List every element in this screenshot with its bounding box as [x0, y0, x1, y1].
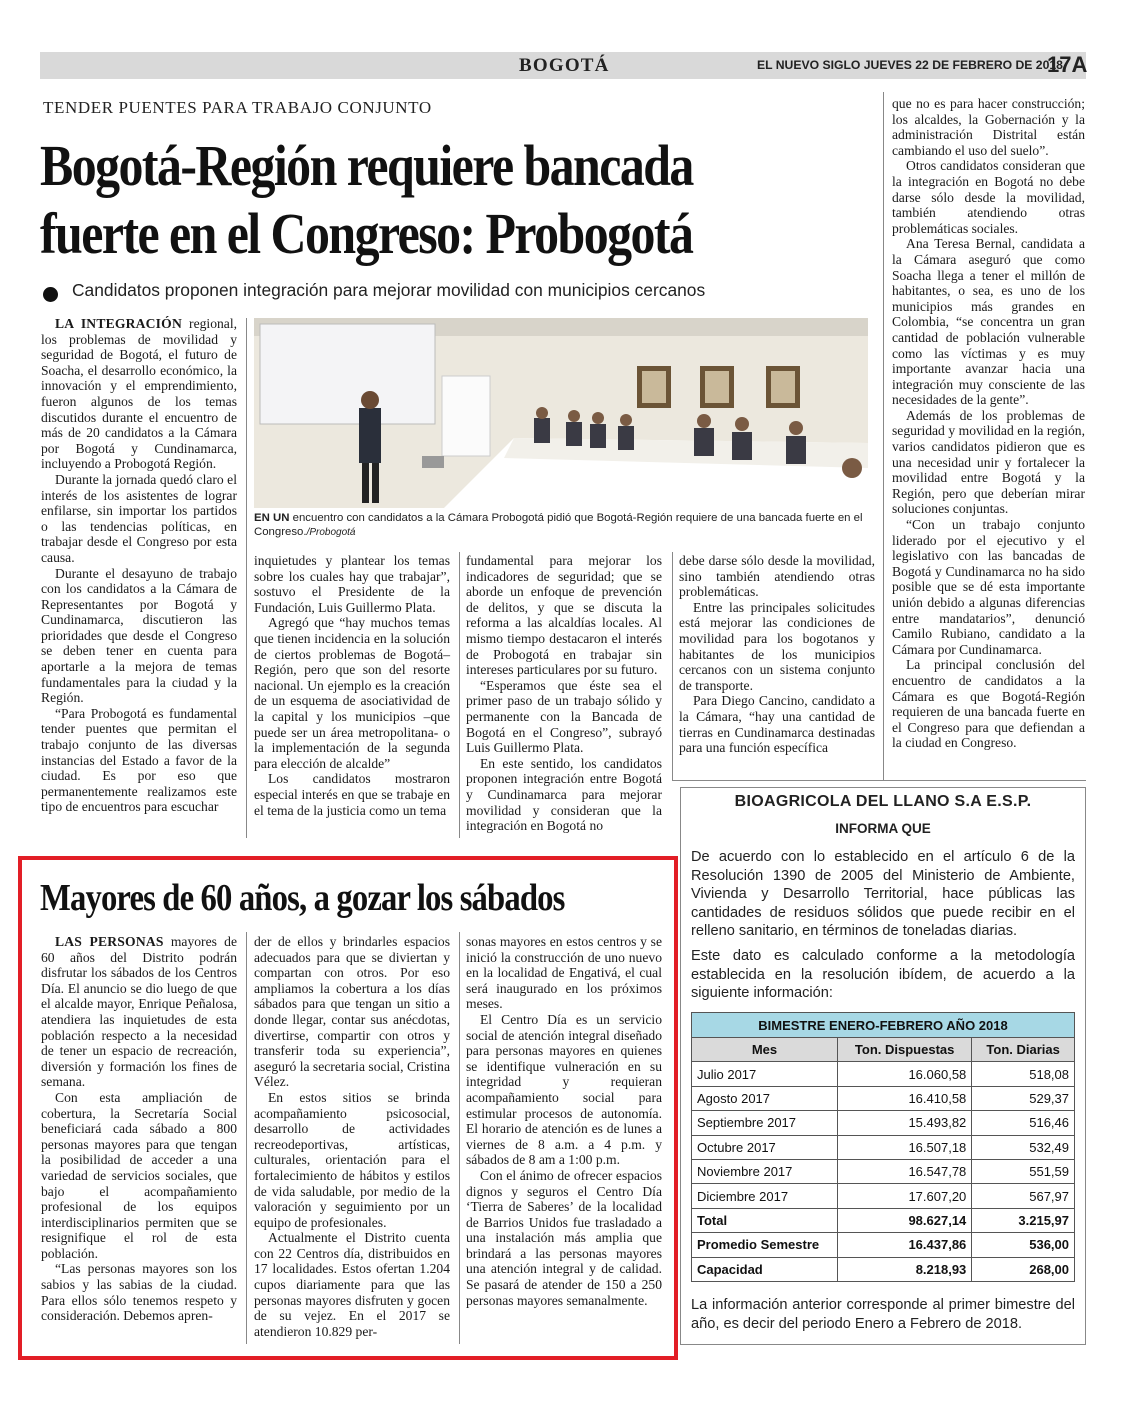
table-row [692, 1111, 1075, 1135]
table-cell-disposed: 16.410,58 [838, 1086, 972, 1110]
lead-in: LA INTEGRACIÓN [55, 316, 182, 331]
article-photo [254, 318, 868, 508]
table-caption: BIMESTRE ENERO-FEBRERO AÑO 2018 [692, 1013, 1075, 1038]
table-cell-month: Diciembre 2017 [692, 1184, 838, 1208]
table-cell-disposed: 15.493,82 [838, 1111, 972, 1135]
section-name: BOGOTÁ [519, 55, 610, 76]
paragraph-text: regional, los problemas de movilidad y seguridad de Bogotá, el futuro de Soacha, el desarrollo económico, la innovación y el emprendimiento, fueron algunos de los temas discutidos durante el encuentro de más de 20 candidatos a la Cámara por Bogotá y Cundinamarca, incluyendo a Probogotá Región. [41, 316, 237, 472]
photo-caption [254, 511, 868, 540]
ad-company-name: BIOAGRICOLA DEL LLANO S.A E.S.P. [734, 793, 1032, 810]
table-header: Ton. Dispuestas [838, 1038, 972, 1062]
table-row [692, 1184, 1075, 1208]
article1-column-1 [41, 316, 237, 815]
table-body [692, 1062, 1075, 1282]
paragraph: “Esperamos que éste sea el primer paso de un trabajo sólido y permanente con la Bancada de Bogotá en el Congreso”, subrayó Luis Guillermo Plata. [466, 677, 662, 756]
table-cell-daily: 529,37 [972, 1086, 1075, 1110]
table-cell-disposed: 17.607,20 [838, 1184, 972, 1208]
article2-column-1 [41, 934, 237, 1324]
paragraph: der de ellos y brindarles espacios adecuados para que se diviertan y compartan con otros. Por eso ampliamos la cobertura a los días sábados para que tengan un sitio a donde llegar, contar sus anécdotas, divertirse, compartir con otros y transferir toda su experiencia”, aseguró la secretaria social, Cristina Vélez. [254, 934, 450, 1090]
headline-line-1: Bogotá-Región requiere bancada [40, 133, 693, 198]
paragraph: fundamental para mejorar los indicadores de seguridad; que se aborde un enfoque de prevención de delitos, y que se discuta la reforma a las alcaldías locales. Al mismo tiempo destacaron el interés de Probogotá en trabajar sin intereses particulares por su futuro. [466, 553, 662, 678]
article-kicker: TENDER PUENTES PARA TRABAJO CONJUNTO [43, 98, 432, 117]
page-number: 17A [1047, 52, 1088, 77]
paragraph: El Centro Día es un servicio social de atención integral diseñado para personas mayores en quienes se identifique vulneración en su integridad y requieran acompañamiento social para estimular procesos de autonomía. El horario de atención es de lunes a viernes de 8 a.m. a 4 p.m. y sábados de 8 am a 1:00 p.m. [466, 1011, 662, 1168]
table-cell-disposed: 16.437,86 [838, 1233, 972, 1257]
article-headline [40, 132, 745, 268]
table-cell-disposed: 98.627,14 [838, 1208, 972, 1232]
paragraph [41, 934, 237, 1090]
table-cell-daily: 518,08 [972, 1062, 1075, 1086]
table-cell-daily: 516,46 [972, 1111, 1075, 1135]
ad-subtitle: INFORMA QUE [835, 821, 931, 836]
table-header: Mes [692, 1038, 838, 1062]
article2-headline: Mayores de 60 años, a gozar los sábados [40, 877, 565, 919]
horizontal-rule [672, 780, 1086, 781]
table-cell-month: Total [692, 1208, 838, 1232]
paragraph: Agregó que “hay muchos temas que tienen incidencia en la solución de ciertos problemas de Bogotá–Región, pero que son del resorte nacional. Un ejemplo es la creación de un esquema de asociatividad de la capital y los municipios –que puede ser un área metropolitana- o la implementación de la segunda para elección de alcalde” [254, 615, 450, 771]
paragraph [41, 316, 237, 472]
paragraph: Durante el desayuno de trabajo con los candidatos a la Cámara de Representantes por Bogotá y Cundinamarca, discutieron las prioridades que desde el Congreso se deben tener en cuenta para aportarle a la mejora de temas fundamentales para la ciudad y la Región. [41, 565, 237, 706]
paragraph: debe darse sólo desde la movilidad, sino también atendiendo otras problemáticas. [679, 553, 875, 600]
table-row [692, 1062, 1075, 1086]
table-row [692, 1086, 1075, 1110]
paper-date-line: EL NUEVO SIGLO JUEVES 22 DE FEBRERO DE 2018 [757, 58, 1063, 72]
table-cell-disposed: 16.547,78 [838, 1159, 972, 1183]
article1-column-3 [466, 553, 662, 834]
table-cell-disposed: 16.060,58 [838, 1062, 972, 1086]
article2-column-3 [466, 934, 662, 1308]
table-cell-month: Julio 2017 [692, 1062, 838, 1086]
paragraph: Otros candidatos consideran que la integración en Bogotá no debe darse sólo desde la movilidad, también atendiendo otras problemáticas sociales. [892, 158, 1085, 236]
table-cell-month: Noviembre 2017 [692, 1159, 838, 1183]
article1-column-4 [679, 553, 875, 756]
table-cell-daily: 567,97 [972, 1184, 1075, 1208]
ad-footer-note: La información anterior corresponde al primer bimestre del año, es decir del periodo Enero a Febrero de 2018. [691, 1297, 1075, 1332]
table-header: Ton. Diarias [972, 1038, 1075, 1062]
paragraph: La principal conclusión del encuentro de candidatos a la Cámara es que Bogotá-Región requieren de una bancada fuerte en el Congreso para que defiendan a la ciudad en Congreso. [892, 657, 1085, 751]
photo-credit: /Probogotá [306, 527, 356, 538]
paragraph: En estos sitios se brinda acompañamiento psicosocial, desarrollo de actividades recreodeportivas, artísticas, culturales, orientación para el fortalecimiento de hábitos y estilos de vida saludable, por medio de la valoración y seguimiento por un equipo de profesionales. [254, 1089, 450, 1230]
column-rule [246, 318, 247, 838]
article1-column-5 [892, 96, 1085, 751]
table-cell-month: Septiembre 2017 [692, 1111, 838, 1135]
column-rule [246, 932, 247, 1344]
caption-lead: EN UN [254, 512, 290, 524]
article1-column-2 [254, 553, 450, 818]
bullet-icon [43, 287, 58, 302]
paragraph: “Con un trabajo conjunto liderado por el ejecutivo y el legislativo con las bancadas de Bogotá y Cundinamarca no ha sido posible que se dé esta importante unión debido a algunas diferencias entre mandatarios”, denunció Camilo Rubiano, candidato a la Cámara por Cundinamarca. [892, 517, 1085, 657]
table-cell-daily: 536,00 [972, 1233, 1075, 1257]
paragraph: Entre las principales solicitudes está mejorar las condiciones de movilidad para los bogotanos y habitantes de los municipios cercanos con un sistema conjunto de transporte. [679, 599, 875, 693]
column-rule [883, 92, 884, 780]
paragraph-text: mayores de 60 años del Distrito podrán disfrutar los sábados de los Centros Día. El anuncio se dio luego de que el alcalde mayor, Enrique Peñalosa, atendiera las inquietudes de esta población respecto a la necesidad de tener un espacio de recreación, diversión y formación los fines de semana. [41, 934, 237, 1090]
paragraph: “Las personas mayores son los sabios y las sabias de la ciudad. Para ellos sólo tenemos respeto y consideración. Debemos apren- [41, 1261, 237, 1324]
paragraph: Además de los problemas de seguridad y movilidad en la región, varios candidatos pidieron que es una necesidad unir y fortalecer la movilidad entre Bogotá y la Región, pero que deberían mirar soluciones conjuntas. [892, 407, 1085, 517]
column-rule [459, 552, 460, 838]
paragraph: que no es para hacer construcción; los alcaldes, la Gobernación y la administración Distrital están cambiando el uso del suelo”. [892, 96, 1085, 158]
article2-column-2 [254, 934, 450, 1339]
table-total-row [692, 1233, 1075, 1257]
caption-text: encuentro con candidatos a la Cámara Probogotá pidió que Bogotá-Región requiere de una bancada fuerte en el Congreso. [254, 512, 863, 538]
table-cell-month: Octubre 2017 [692, 1135, 838, 1159]
waste-table [691, 1012, 1075, 1282]
lead-in: LAS PERSONAS [55, 934, 164, 949]
meeting-photo-illustration [254, 318, 868, 508]
headline-line-2: fuerte en el Congreso: Probogotá [40, 201, 693, 266]
paragraph: En este sentido, los candidatos proponen integración entre Bogotá y Cundinamarca para mejorar movilidad y consideran que la integración en Bogotá no [466, 755, 662, 834]
paragraph: Los candidatos mostraron especial interés en que se trabaje en el tema de la justicia como un tema [254, 771, 450, 818]
ad-paragraph-1: De acuerdo con lo establecido en el artículo 6 de la Resolución 1390 de 2005 del Ministerio de Ambiente, Vivienda y Desarrollo Territorial, hace públicas las cantidades de residuos sólidos que puede recibir en el relleno sanitario, en términos de toneladas diarias. [691, 849, 1075, 939]
table-cell-month: Agosto 2017 [692, 1086, 838, 1110]
table-cell-disposed: 8.218,93 [838, 1257, 972, 1281]
paragraph: Actualmente el Distrito cuenta con 22 Centros día, distribuidos en 17 localidades. Estos ofertan 1.204 cupos diariamente para que las personas mayores disfruten y gocen de su vejez. En el 2017 se atendieron 10.829 per- [254, 1230, 450, 1339]
column-rule [459, 932, 460, 1344]
paragraph: “Para Probogotá es fundamental tender puentes que permitan el trabajo conjunto de las diversas instancias del Estado a favor de la ciudad. Es por eso que permanentemente realizamos este tipo de encuentros para escuchar [41, 705, 237, 815]
paragraph: sonas mayores en estos centros y se inició la construcción de uno nuevo en la localidad de Engativá, el cual será inaugurado en los próximos meses. [466, 934, 662, 1012]
table-cell-disposed: 16.507,18 [838, 1135, 972, 1159]
table-cell-daily: 3.215,97 [972, 1208, 1075, 1232]
ad-paragraph-2: Este dato es calculado conforme a la metodología establecida en la resolución ibídem, de acuerdo a la siguiente información: [691, 948, 1075, 1001]
paragraph: Ana Teresa Bernal, candidata a la Cámara aseguró que como Soacha llega a tener el millón de habitantes, o sea, es uno de los municipios más grandes en Colombia, “se concentra un gran cantidad de población vulnerable como las víctimas y es muy importante avanzar hacia una integración muy consciente de las necesidades de la gente”. [892, 236, 1085, 408]
paragraph: Durante la jornada quedó claro el interés de los asistentes de lograr enfilarse, sin importar los partidos o las tendencias políticas, en trabajar desde el Congreso por esta causa. [41, 471, 237, 565]
table-cell-month: Promedio Semestre [692, 1233, 838, 1257]
article-subhead: Candidatos proponen integración para mejorar movilidad con municipios cercanos [72, 280, 706, 300]
table-total-row [692, 1208, 1075, 1232]
table-row [692, 1159, 1075, 1183]
table-row [692, 1135, 1075, 1159]
table-cell-daily: 551,59 [972, 1159, 1075, 1183]
paragraph: Con el ánimo de ofrecer espacios dignos y seguros el Centro Día ‘Tierra de Saberes’ de la localidad de Barrios Unidos fue trasladado a una instalación más amplia que brindará a las personas mayores una atención integral y de calidad. Se pasará de atender de 150 a 250 personas mayores semanalmente. [466, 1167, 662, 1308]
column-rule [672, 552, 673, 780]
table-cell-month: Capacidad [692, 1257, 838, 1281]
table-cell-daily: 532,49 [972, 1135, 1075, 1159]
table-cell-daily: 268,00 [972, 1257, 1075, 1281]
table-total-row [692, 1257, 1075, 1281]
paragraph: Para Diego Cancino, candidato a la Cámara, “hay una cantidad de tierras en Cundinamarca destinadas para una función específica [679, 693, 875, 756]
paragraph: inquietudes y plantear los temas sobre los cuales hay que trabajar”, sostuvo el Presidente de la Fundación, Luis Guillermo Plata. [254, 553, 450, 615]
paragraph: Con esta ampliación de cobertura, la Secretaría Social beneficiará cada sábado a 800 personas mayores para que tengan la posibilidad de acceder a una variedad de servicios sociales, que bajo el acompañamiento profesional de los equipos interdisciplinarios permiten que se resignifique el rol de esta población. [41, 1089, 237, 1261]
